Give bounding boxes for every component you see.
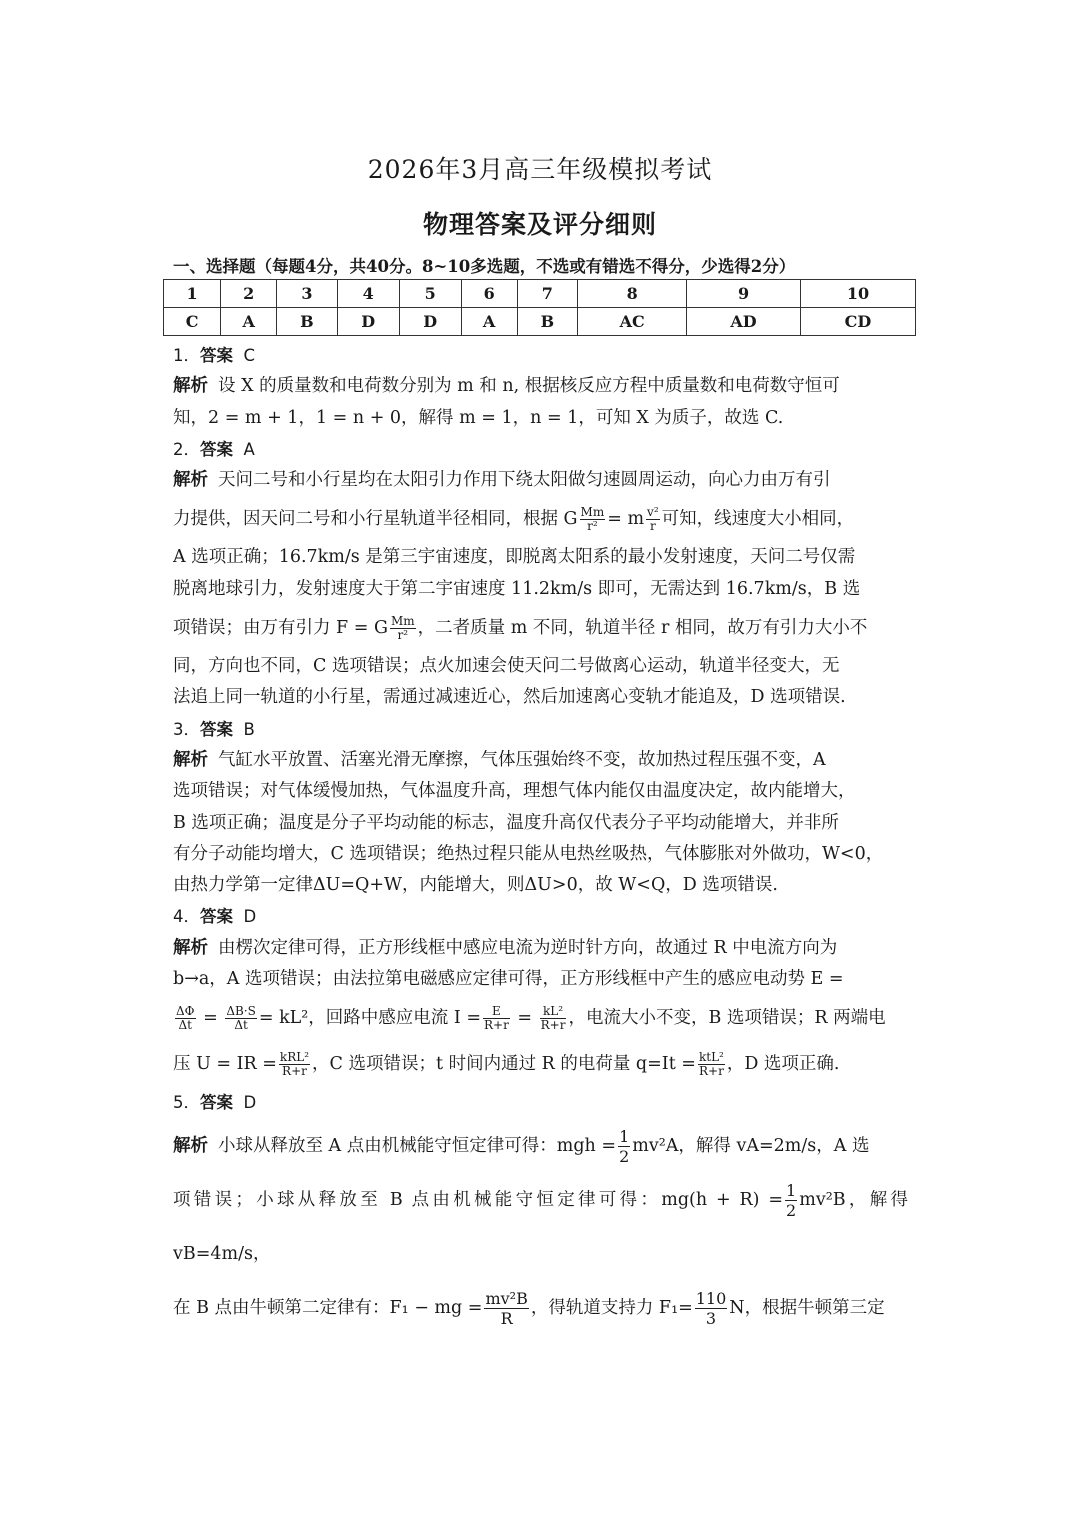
fraction: $\frac{E}{R+r}$: [484, 1004, 509, 1033]
answer-key-subtitle: 物理答案及评分细则: [422, 210, 657, 239]
text-line: 由热力学第一定律ΔU=Q+W，内能增大，则ΔU>0，故 W<Q，D 选项错误.: [173, 875, 778, 896]
fraction: $\frac{1}{2}$: [619, 1126, 630, 1166]
fraction: $\frac{\Delta\Phi}{\Delta t}$: [176, 1004, 195, 1033]
table-cell: B: [517, 308, 578, 336]
text-line: 项错误；由万有引力 F = G $\frac{Mm}{\text{r²}}$ ，二者质量 m 不同，轨道半径 r 相同，故万有引力大小不: [173, 614, 868, 643]
fraction: $\frac{110}{3}$: [695, 1288, 727, 1328]
solutions-body: [173, 340, 908, 1335]
text-line: 法追上同一轨道的小行星，需通过减速近心，然后加速离心变轨才能追及，D 选项错误.: [173, 687, 846, 708]
answer-value: B: [243, 719, 255, 739]
fraction: $\frac{Mm}{\text{r²}}$: [580, 505, 605, 534]
table-cell: 5: [399, 280, 461, 308]
text-line: B 选项正确；温度是分子平均动能的标志，温度升高仅代表分子平均动能增大，并非所: [173, 812, 839, 833]
table-cell: A: [221, 308, 277, 336]
question-5-analysis: 解析 小球从释放至 A 点由机械能守恒定律可得：mgh = $\frac{1}{2}$ mv²A，解得 vA=2m/s，A 选: [173, 1126, 870, 1166]
table-cell: 6: [461, 280, 517, 308]
table-cell: D: [399, 308, 461, 336]
section-heading: 一、选择题（每题4分，共40分。8~10多选题，不选或有错选不得分，少选得2分）: [173, 257, 796, 276]
table-cell: 2: [221, 280, 277, 308]
table-cell: B: [277, 308, 338, 336]
question-5-answer: 5．答案 D: [173, 1093, 257, 1113]
table-cell: 10: [800, 280, 915, 308]
text-line: 有分子动能均增大，C 选项错误；绝热过程只能从电热丝吸热，气体膨胀对外做功，W<0，: [173, 843, 884, 864]
answer-value: C: [243, 346, 256, 365]
answer-value: D: [243, 907, 257, 927]
question-number-row: [164, 280, 916, 308]
exam-title: 2026年3月高三年级模拟考试: [367, 155, 713, 184]
table-cell: 7: [517, 280, 578, 308]
answer-value: D: [243, 1093, 257, 1113]
formula-term: mv²A: [632, 1135, 679, 1156]
question-2-answer: 2．答案 A: [173, 439, 255, 459]
text-line: 知，2 = m + 1，1 = n + 0，解得 m = 1，n = 1，可知 X 为质子，故选 C.: [173, 407, 784, 428]
fraction: $\frac{1}{2}$: [786, 1180, 797, 1220]
fraction: $\frac{\text{v²}}{r}$: [647, 505, 659, 534]
text-line: 压 U = IR = kRL² R+r ，C 选项错误；t 时间内通过 R 的电荷量 q=It = ktL² R+r ，D 选项正确.: [173, 1050, 840, 1079]
table-cell: AD: [687, 308, 801, 336]
question-1-analysis: 解析 设 X 的质量数和电荷数分别为 m 和 n, 根据核反应方程中质量数和电荷数守恒可: [173, 376, 840, 397]
text-line: A 选项正确；16.7km/s 是第三宇宙速度，即脱离太阳系的最小发射速度，天问二号仅需: [173, 547, 856, 568]
fraction: $\frac{\text{kL²}}{R+r}$: [540, 1004, 566, 1033]
text-line: 项错误；小球从释放至 B 点由机械能守恒定律可得：mg(h + R) = $\frac{1}{2}$ mv²B，解得 vB=4m/s，: [173, 1180, 908, 1264]
text-line: $\frac{\Delta\Phi}{\Delta t}$ = $\frac{\Delta B\cdot S}{\Delta t}$ = kL²，回路中感应电流 I = $\frac{E}{R+r}$ = $\frac{\text{kL²}}{R+r}$ ，电流大小不变，B 选项错误；R 两端电: [176, 1004, 886, 1033]
table-cell: 9: [687, 280, 801, 308]
answer-value: A: [243, 439, 255, 459]
question-4-answer: 4．答案 D: [173, 907, 257, 927]
table-cell: D: [337, 308, 399, 336]
table-cell: 8: [578, 280, 687, 308]
text-line: 选项错误；对气体缓慢加热，气体温度升高，理想气体内能仅由温度决定，故内能增大，: [173, 781, 856, 802]
fraction: $\frac{\Delta B\cdot S}{\Delta t}$: [226, 1004, 256, 1033]
text-line: 在 B 点由牛顿第二定律有：F₁ − mg = $\frac{\text{mv²B}}{R}$ ，得轨道支持力 F₁= $\frac{110}{3}$ N，根据牛顿第三定: [173, 1288, 885, 1328]
table-cell: AC: [578, 308, 687, 336]
table-cell: C: [164, 308, 221, 336]
question-3-answer: 3．答案 B: [173, 719, 255, 739]
table-cell: 3: [277, 280, 338, 308]
question-2-analysis: 解析 天问二号和小行星均在太阳引力作用下绕太阳做匀速圆周运动，向心力由万有引: [173, 470, 831, 491]
table-cell: A: [461, 308, 517, 336]
text-line: 同，方向也不同，C 选项错误；点火加速会使天问二号做离心运动，轨道半径变大，无: [173, 656, 840, 677]
answer-table: [163, 279, 916, 336]
fraction: kRL² R+r: [279, 1050, 310, 1079]
text-line: 力提供，因天问二号和小行星轨道半径相同，根据 G $\frac{Mm}{\text{r²}}$ = m $\frac{\text{v²}}{r}$ 可知，线速度大小相同，: [173, 505, 855, 534]
text-line: b→a，A 选项错误；由法拉第电磁感应定律可得，正方形线框中产生的感应电动势 E =: [173, 969, 844, 990]
text-line: 脱离地球引力，发射速度大于第二宇宙速度 11.2km/s 即可，无需达到 16.7km/s，B 选: [173, 578, 861, 599]
fraction: $\frac{\text{mv²B}}{R}$: [485, 1288, 528, 1328]
table-cell: CD: [800, 308, 915, 336]
fraction: $\frac{Mm}{\text{r²}}$: [390, 614, 415, 643]
fraction: ktL² R+r: [698, 1050, 724, 1079]
table-cell: 4: [337, 280, 399, 308]
question-3-analysis: 解析 气缸水平放置、活塞光滑无摩擦，气体压强始终不变，故加热过程压强不变，A: [173, 749, 826, 770]
formula-term: mv²B: [799, 1189, 846, 1210]
table-cell: 1: [164, 280, 221, 308]
question-1-answer: 1．答案 C: [173, 346, 256, 365]
answer-row: [164, 308, 916, 336]
question-4-analysis: 解析 由楞次定律可得，正方形线框中感应电流为逆时针方向，故通过 R 中电流方向为: [173, 937, 838, 958]
